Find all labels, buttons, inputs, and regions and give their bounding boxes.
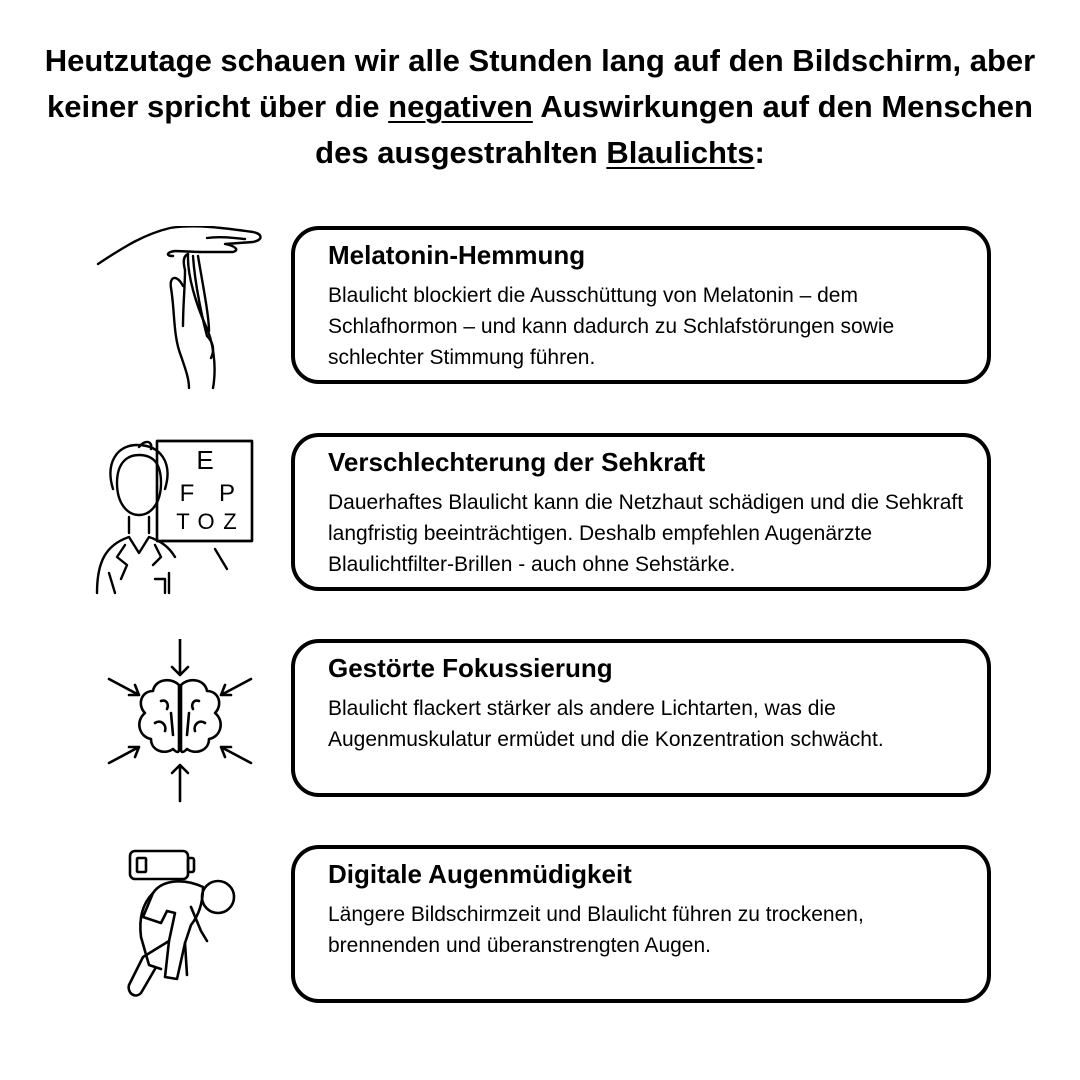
card-text: Längere Bildschirmzeit und Blaulicht führen zu trockenen, brennenden und überanstrengten Augen. bbox=[328, 903, 864, 957]
card-text: Blaulicht flackert stärker als andere Lichtarten, was die Augenmuskulatur ermüdet und die Konzentration schwächt. bbox=[328, 697, 884, 751]
card-title: Melatonin-Hemmung bbox=[328, 240, 586, 270]
info-row-melatonin bbox=[0, 226, 1080, 392]
info-card bbox=[291, 226, 991, 384]
card-text: Blaulicht blockiert die Ausschüttung von Melatonin – dem Schlafhormon – und kann dadurch zu Schlafstörungen sowie schlechter Stimmung führen. bbox=[328, 284, 895, 369]
page-headline bbox=[20, 38, 1060, 176]
card-title: Gestörte Fokussierung bbox=[328, 653, 613, 683]
eye-chart-letter: Z bbox=[223, 509, 237, 534]
headline-emphasis-negative: negativen bbox=[388, 89, 533, 124]
info-card bbox=[291, 639, 991, 797]
info-card bbox=[291, 433, 991, 591]
eye-chart-letter: E bbox=[196, 445, 214, 475]
headline-part-3: : bbox=[754, 135, 765, 170]
headline-emphasis-blaulicht: Blaulichts bbox=[606, 135, 755, 170]
eye-chart-letter: P bbox=[218, 480, 236, 507]
info-card bbox=[291, 845, 991, 1003]
hand-stop-icon bbox=[95, 226, 265, 392]
eye-chart-letter: O bbox=[197, 509, 215, 534]
info-row-sehkraft bbox=[0, 433, 1080, 599]
card-text: Dauerhaftes Blaulicht kann die Netzhaut schädigen und die Sehkraft langfristig beeinträchtigen. Deshalb empfehlen Augenärzte Blaulichtfilter-Brillen - auch ohne Sehstärke. bbox=[328, 491, 964, 576]
headline-part-1: Heutzutage schauen wir alle Stunden lang auf den Bildschirm, aber keiner spricht über die bbox=[44, 43, 1036, 124]
info-row-augenmuedigkeit bbox=[0, 845, 1080, 1011]
info-row-fokussierung bbox=[0, 639, 1080, 805]
eye-chart-letter: T bbox=[176, 509, 190, 534]
eye-doctor-icon bbox=[95, 433, 265, 599]
card-title: Verschlechterung der Sehkraft bbox=[328, 447, 706, 477]
headline-part-2: Auswirkungen auf den Menschen des ausgestrahlten bbox=[315, 89, 1033, 170]
card-title: Digitale Augenmüdigkeit bbox=[328, 859, 632, 889]
tired-person-battery-icon bbox=[95, 845, 265, 1011]
eye-chart-letter: F bbox=[179, 480, 195, 507]
brain-focus-icon bbox=[95, 639, 265, 805]
